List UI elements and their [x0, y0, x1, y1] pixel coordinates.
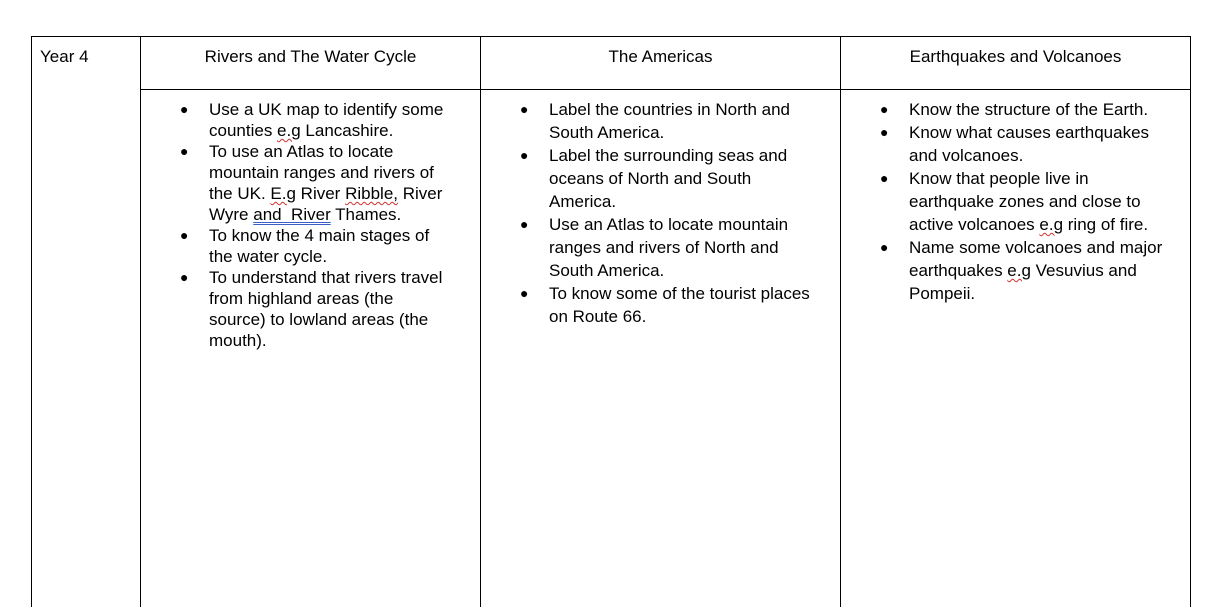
- table-top-border: [31, 36, 1191, 37]
- list-item-text: River: [398, 184, 443, 203]
- bullet-icon: ●: [520, 285, 529, 301]
- list-item-line: [549, 236, 839, 259]
- list-item-text: Know what causes earthquakes: [909, 123, 1150, 142]
- list-item-text: Label the surrounding seas and: [549, 146, 788, 165]
- list-item-text: Vesuvius and: [1030, 261, 1137, 280]
- list-item: [520, 282, 839, 328]
- list-item-text: active volcanoes: [909, 215, 1040, 234]
- list-item: [520, 98, 839, 144]
- list-item-line: [209, 183, 474, 204]
- list-item: [520, 144, 839, 213]
- column-divider-1: [140, 36, 141, 607]
- list-item-text: mountain ranges and rivers of: [209, 163, 434, 182]
- list-item-text: Lancashire.: [300, 121, 394, 140]
- list-item-text: earthquake zones and close to: [909, 192, 1141, 211]
- header-bottom-border: [140, 89, 1191, 90]
- list-item-text: To understand that rivers travel: [209, 268, 443, 287]
- bullet-icon: ●: [180, 227, 189, 243]
- list-item-text: source) to lowland areas (the: [209, 310, 429, 329]
- flagged-text: e.g: [277, 121, 301, 140]
- list-item-line: [209, 267, 474, 288]
- list-item-text: the UK.: [209, 184, 271, 203]
- list-item-text: To know some of the tourist places: [549, 284, 810, 303]
- list-item-text: Use an Atlas to locate mountain: [549, 215, 789, 234]
- bullet-icon: ●: [520, 147, 529, 163]
- list-item-line: [909, 236, 1194, 259]
- list-item-line: [209, 99, 474, 120]
- list-item: [880, 236, 1194, 305]
- list-item-line: [549, 167, 839, 190]
- list-item-line: [209, 225, 474, 246]
- column-divider-2: [480, 36, 481, 607]
- flagged-text: and River: [253, 205, 331, 224]
- list-item-line: [909, 190, 1194, 213]
- list-item-text: To know the 4 main stages of: [209, 226, 430, 245]
- list-item-line: [909, 282, 1194, 305]
- list-item: [520, 213, 839, 282]
- list-item-text: Wyre: [209, 205, 254, 224]
- list-item-line: [549, 144, 839, 167]
- list-item: [180, 99, 474, 141]
- flagged-text: e.g: [1007, 261, 1031, 280]
- list-item-text: Know the structure of the Earth.: [909, 100, 1149, 119]
- flagged-text: E.g: [270, 184, 296, 203]
- column-header-earthquakes: Earthquakes and Volcanoes: [909, 47, 1122, 66]
- bullet-icon: ●: [880, 101, 889, 117]
- column-header-americas: The Americas: [608, 47, 713, 66]
- list-item-text: South America.: [549, 261, 665, 280]
- list-item-text: ranges and rivers of North and: [549, 238, 779, 257]
- list-item: [180, 225, 474, 267]
- list-item-line: [209, 288, 474, 309]
- list-item-line: [549, 121, 839, 144]
- list-item-text: and volcanoes.: [909, 146, 1024, 165]
- list-item-line: [209, 204, 474, 225]
- list-item: [880, 167, 1194, 236]
- flagged-text: Ribble,: [345, 184, 398, 203]
- list-item-line: [209, 162, 474, 183]
- list-item-line: [549, 282, 839, 305]
- list-item-line: [549, 305, 839, 328]
- list-item-text: mouth).: [209, 331, 267, 350]
- list-item-text: oceans of North and South: [549, 169, 752, 188]
- bullet-icon: ●: [520, 216, 529, 232]
- list-item-text: Pompeii.: [909, 284, 976, 303]
- bullet-icon: ●: [180, 101, 189, 117]
- flagged-text: e.g: [1039, 215, 1064, 234]
- list-item-line: [909, 121, 1194, 144]
- bullet-icon: ●: [180, 143, 189, 159]
- list-item-text: Label the countries in North and: [549, 100, 790, 119]
- list-item-line: [209, 120, 474, 141]
- list-item-text: Name some volcanoes and major: [909, 238, 1163, 257]
- list-item-line: [909, 167, 1194, 190]
- list-item-line: [549, 98, 839, 121]
- bullet-icon: ●: [880, 239, 889, 255]
- list-item-text: South America.: [549, 123, 665, 142]
- bullet-icon: ●: [520, 101, 529, 117]
- list-item-text: on Route 66.: [549, 307, 647, 326]
- list-item-text: counties: [209, 121, 278, 140]
- list-item-text: To use an Atlas to locate: [209, 142, 394, 161]
- list-item-text: earthquakes: [909, 261, 1008, 280]
- list-item-text: Use a UK map to identify some: [209, 100, 444, 119]
- bullet-icon: ●: [880, 124, 889, 140]
- year-label: Year 4: [40, 47, 89, 66]
- list-item-line: [209, 141, 474, 162]
- list-item: [880, 121, 1194, 167]
- list-item: [180, 267, 474, 351]
- list-item-text: the water cycle.: [209, 247, 328, 266]
- list-item-line: [209, 309, 474, 330]
- rivers-topic-list: [180, 99, 474, 351]
- list-item: [880, 98, 1194, 121]
- list-item-text: ring of fire.: [1063, 215, 1149, 234]
- americas-topic-list: [520, 98, 839, 328]
- list-item-line: [209, 330, 474, 351]
- column-header-rivers: Rivers and The Water Cycle: [204, 47, 417, 66]
- list-item: [180, 141, 474, 225]
- list-item-text: Thames.: [330, 205, 402, 224]
- bullet-icon: ●: [880, 170, 889, 186]
- list-item-text: Know that people live in: [909, 169, 1089, 188]
- earthquakes-topic-list: [880, 98, 1194, 305]
- column-divider-3: [840, 36, 841, 607]
- list-item-line: [549, 259, 839, 282]
- list-item-line: [549, 213, 839, 236]
- list-item-text: River: [295, 184, 346, 203]
- list-item-line: [549, 190, 839, 213]
- list-item-text: from highland areas (the: [209, 289, 394, 308]
- list-item-line: [909, 144, 1194, 167]
- list-item-line: [209, 246, 474, 267]
- list-item-text: America.: [549, 192, 617, 211]
- table-left-border: [31, 36, 32, 607]
- bullet-icon: ●: [180, 269, 189, 285]
- list-item-line: [909, 98, 1194, 121]
- list-item-line: [909, 259, 1194, 282]
- list-item-line: [909, 213, 1194, 236]
